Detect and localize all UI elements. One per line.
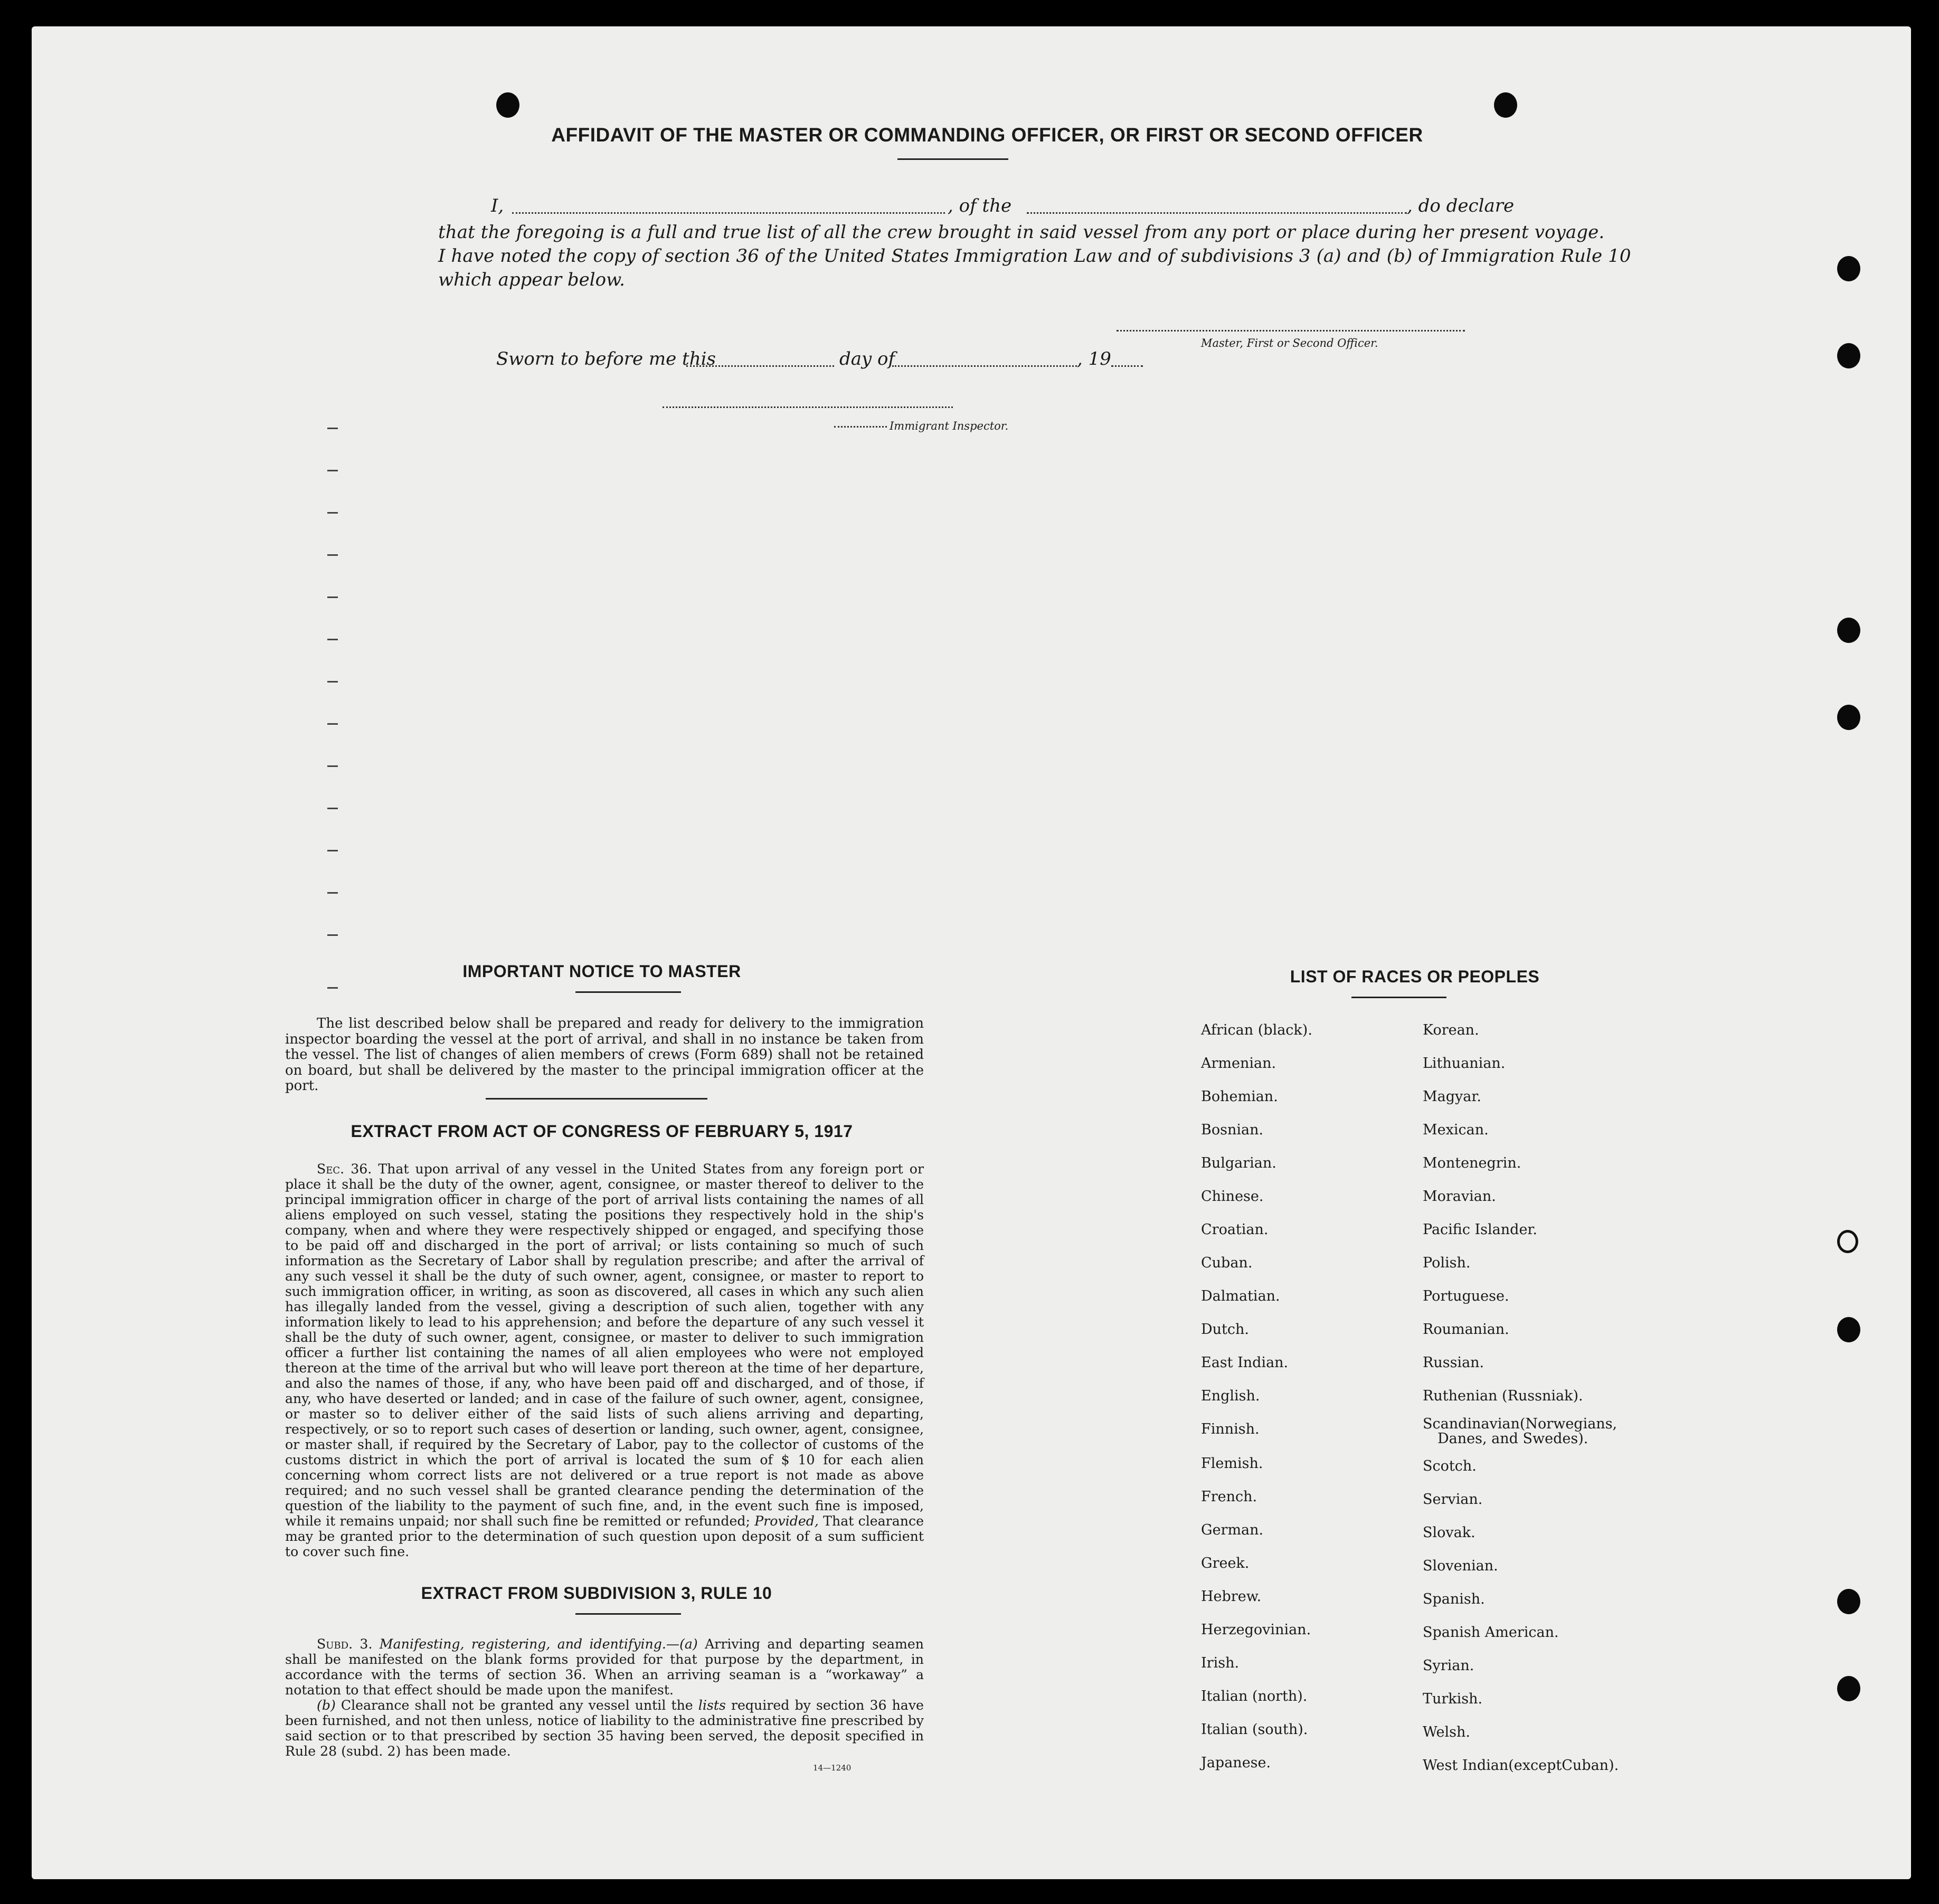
margin-dash (327, 987, 338, 989)
margin-dash (327, 723, 338, 725)
inspector-signature-field[interactable] (663, 406, 953, 408)
year-prefix-label: , 19 (1077, 348, 1111, 370)
rule10-text: Subd. 3. Manifesting, registering, and identifying.—(a) Arriving and departing seamen shall be manifested on the blank forms provided for that purpose by the department, in accordance with the terms of section 36. When an arriving seaman is a “workaway” a notation to that effect should be made upon the manifest. (b) Clearance shall not be granted any vessel until the lists required by section 36 have been furnished, and not then unless, notice of liability to the administrative fine prescribed by said section or to that prescribed by section 35 having been served, the deposit specified in Rule 28 (subd. 2) has been made. (285, 1636, 924, 1759)
race-item: Herzegovinian. (1201, 1622, 1311, 1638)
race-item: Roumanian. (1423, 1321, 1509, 1338)
race-item: Bulgarian. (1201, 1155, 1276, 1171)
race-item: Spanish American. (1423, 1624, 1559, 1641)
race-item: East Indian. (1201, 1354, 1289, 1371)
race-item: Japanese. (1201, 1755, 1271, 1771)
affidavit-statement-line: that the foregoing is a full and true list of all the crew brought in said vessel from any port or place during her present voyage. (438, 222, 1605, 243)
notice-heading: IMPORTANT NOTICE TO MASTER (462, 962, 741, 981)
race-item: Armenian. (1201, 1055, 1276, 1072)
sec-label: Sec. 36. (317, 1161, 372, 1177)
race-item: West Indian(exceptCuban). (1423, 1757, 1619, 1774)
race-item: Spanish. (1423, 1591, 1485, 1607)
races-underline (1351, 997, 1446, 998)
race-item: Finnish. (1201, 1421, 1260, 1437)
margin-dash (327, 470, 338, 471)
race-item: Dalmatian. (1201, 1288, 1280, 1304)
race-item: Slovak. (1423, 1524, 1475, 1541)
margin-dash (327, 596, 338, 598)
race-item: Welsh. (1423, 1724, 1470, 1740)
rule10-heading: EXTRACT FROM SUBDIVISION 3, RULE 10 (421, 1584, 772, 1603)
race-item: German. (1201, 1522, 1264, 1538)
race-item: Magyar. (1423, 1088, 1481, 1105)
master-signature-field[interactable] (1117, 330, 1465, 331)
punch-hole-icon (1837, 1230, 1858, 1253)
sworn-month-field[interactable] (892, 365, 1077, 367)
affidavit-of-label: , of the (948, 195, 1012, 216)
races-column-1 (1201, 1013, 1312, 1779)
punch-hole-icon (496, 92, 519, 118)
sworn-day-field[interactable] (686, 365, 834, 367)
sworn-year-field[interactable] (1111, 365, 1143, 367)
inspector-signature-field[interactable] (834, 426, 887, 428)
race-item: Polish. (1423, 1255, 1471, 1271)
race-item: Italian (north). (1201, 1688, 1308, 1704)
race-item: Portuguese. (1423, 1288, 1509, 1304)
margin-dash (327, 428, 338, 429)
inspector-label: Immigrant Inspector. (890, 420, 1009, 432)
affidavit-i-label: I, (491, 195, 504, 216)
race-item: Ruthenian (Russniak). (1423, 1388, 1583, 1404)
race-item: Irish. (1201, 1655, 1240, 1671)
master-signature-label: Master, First or Second Officer. (1201, 337, 1378, 349)
margin-dash (327, 639, 338, 640)
notice-underline (575, 991, 681, 993)
margin-dash (327, 681, 338, 683)
affidavit-declare-label: , do declare (1407, 195, 1515, 216)
race-item: Croatian. (1201, 1221, 1269, 1238)
punch-hole-icon (1837, 1317, 1860, 1342)
race-item: Servian. (1423, 1491, 1483, 1508)
affidavit-statement-line: I have noted the copy of section 36 of the United States Immigration Law and of subdivisions 3 (a) and (b) of Immigration Rule 10 (438, 245, 1631, 267)
rule10-underline (575, 1613, 681, 1615)
name-field[interactable] (512, 212, 945, 214)
punch-hole-icon (1837, 343, 1860, 368)
section-divider (486, 1098, 707, 1100)
punch-hole-icon (1837, 1589, 1860, 1614)
punch-hole-icon (1837, 256, 1860, 281)
punch-hole-icon (1494, 92, 1517, 118)
margin-dash (327, 934, 338, 936)
race-item: Lithuanian. (1423, 1055, 1506, 1072)
vessel-field[interactable] (1027, 212, 1407, 214)
race-item: Montenegrin. (1423, 1155, 1521, 1171)
margin-dash (327, 554, 338, 556)
race-item: African (black). (1201, 1022, 1312, 1038)
punch-hole-icon (1837, 1676, 1860, 1701)
race-item: Slovenian. (1423, 1558, 1498, 1574)
race-item: Mexican. (1423, 1122, 1489, 1138)
race-item: Chinese. (1201, 1188, 1264, 1205)
race-item: Syrian. (1423, 1657, 1474, 1674)
race-item: Korean. (1423, 1022, 1479, 1038)
race-item: Russian. (1423, 1354, 1484, 1371)
form-number: 14—1240 (813, 1763, 852, 1773)
race-item: Dutch. (1201, 1321, 1249, 1338)
document-page (32, 26, 1911, 1879)
day-of-label: day of (839, 348, 895, 370)
race-item: Hebrew. (1201, 1588, 1262, 1605)
act-heading: EXTRACT FROM ACT OF CONGRESS OF FEBRUARY 5, 1917 (351, 1122, 853, 1141)
affidavit-title: AFFIDAVIT OF THE MASTER OR COMMANDING OFFICER, OR FIRST OR SECOND OFFICER (551, 124, 1423, 146)
race-item: Scandinavian(Norwegians, Danes, and Swedes). (1423, 1416, 1618, 1447)
race-item: Turkish. (1423, 1691, 1483, 1707)
sworn-label: Sworn to before me this (496, 348, 716, 370)
affidavit-statement-line: which appear below. (438, 269, 625, 290)
race-item: Flemish. (1201, 1455, 1263, 1472)
race-item: Greek. (1201, 1555, 1250, 1571)
margin-dash (327, 808, 338, 809)
race-item: Bohemian. (1201, 1088, 1278, 1105)
race-item: Italian (south). (1201, 1721, 1308, 1738)
race-item: Bosnian. (1201, 1122, 1264, 1138)
race-item: French. (1201, 1489, 1257, 1505)
race-item: English. (1201, 1388, 1260, 1404)
race-item: Cuban. (1201, 1255, 1253, 1271)
races-heading: LIST OF RACES OR PEOPLES (1290, 967, 1540, 986)
races-column-2 (1423, 1013, 1619, 1782)
act-text: Sec. 36. That upon arrival of any vessel in the United States from any foreign port or place it shall be the duty of the owner, agent, consignee, or master thereof to deliver to the principal immigration officer in charge of the port of arrival lists containing the names of all aliens employed on such vessel, stating the positions they respectively hold in the ship's company, when and where they were respectively shipped or engaged, and specifying those to be paid off and discharged in the port of arrival; or lists containing so much of such information as the Secretary of Labor shall by regulation prescribe; and after the arrival of any such vessel it shall be the duty of such owner, agent, consignee, or master to report to such immigration officer, in writing, as soon as discovered, all cases in which any such alien has illegally landed from the vessel, giving a description of such alien, together with any information likely to lead to his apprehension; and before the departure of any such vessel it shall be the duty of such owner, agent, consignee, or master to deliver to such immigration officer a further list containing the names of all alien employees who were not employed thereon at the time of the arrival but who will leave port thereon at the time of her departure, and also the names of those, if any, who have been paid off and discharged, and of those, if any, who have deserted or landed; and in case of the failure of such owner, agent, consignee, or master so to deliver either of the said lists of such aliens arriving and departing, respectively, or so to report such cases of desertion or landing, such owner, agent, consignee, or master shall, if required by the Secretary of Labor, pay to the collector of customs of the customs district in which the port of arrival is located the sum of $ 10 for each alien concerning whom correct lists are not delivered or a true report is not made as above required; and no such vessel shall be granted clearance pending the determination of the question of the liability to the payment of such fine, and, in the event such fine is imposed, while it remains unpaid; nor shall such fine be remitted or refunded; Provided, That clearance may be granted prior to the determination of such question upon deposit of a sum sufficient to cover such fine. (285, 1161, 924, 1559)
margin-dash (327, 850, 338, 851)
race-item: Moravian. (1423, 1188, 1496, 1205)
margin-dash (327, 512, 338, 514)
margin-dash (327, 765, 338, 767)
notice-text: The list described below shall be prepared and ready for delivery to the immigration inspector boarding the vessel at the port of arrival, and shall in no instance be taken from the vessel. The list of changes of alien members of crews (Form 689) shall not be retained on board, but shall be delivered by the master to the principal immigration officer at the port. (285, 1016, 924, 1094)
race-item: Pacific Islander. (1423, 1221, 1537, 1238)
title-underline (897, 158, 1008, 160)
margin-dash (327, 892, 338, 894)
race-item: Scotch. (1423, 1458, 1477, 1474)
